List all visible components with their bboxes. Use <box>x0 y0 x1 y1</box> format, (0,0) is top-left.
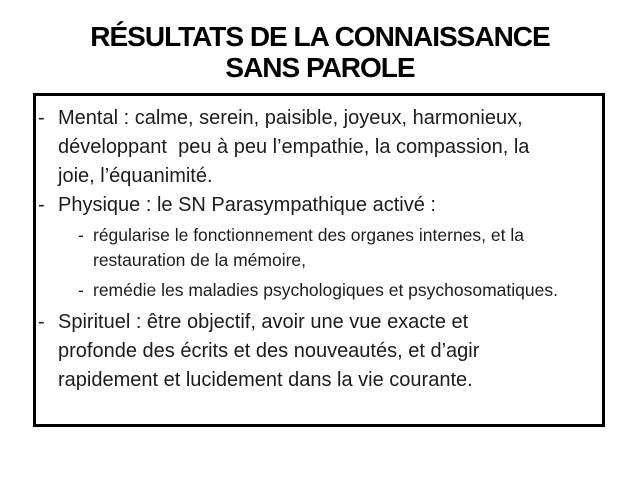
bullet-text-line: régularise le fonctionnement des organes internes, et la <box>93 225 524 245</box>
bullet-text <box>58 104 598 191</box>
bullet-text-line: rapidement et lucidement dans la vie courante. <box>58 369 473 391</box>
bullet-marker: - <box>78 225 84 245</box>
bullet-item-mental <box>38 104 598 191</box>
bullet-text <box>58 191 598 220</box>
bullet-text <box>93 223 598 273</box>
bullet-marker: - <box>78 280 84 300</box>
bullet-item-spirituel <box>38 308 598 395</box>
slide-title <box>0 21 640 83</box>
bullet-marker: - <box>38 194 45 216</box>
bullet-marker: - <box>38 107 45 129</box>
slide-title-line-2: SANS PAROLE <box>225 52 415 83</box>
bullet-item-regularise <box>78 223 598 273</box>
bullet-text-line: Mental : calme, serein, paisible, joyeux, harmonieux, <box>58 107 523 129</box>
bullet-item-remedie <box>78 278 598 303</box>
bullet-text-line: joie, l’équanimité. <box>58 165 213 187</box>
bullet-text-line: profonde des écrits et des nouveautés, et d’agir <box>58 340 480 362</box>
bullet-marker: - <box>38 311 45 333</box>
bullet-text-line: développant peu à peu l’empathie, la compassion, la <box>58 136 530 158</box>
slide-title-line-1: RÉSULTATS DE LA CONNAISSANCE <box>90 21 550 52</box>
bullet-text-line: Spirituel : être objectif, avoir une vue exacte et <box>58 311 469 333</box>
content-box <box>33 93 605 427</box>
bullet-text-line: remédie les maladies psychologiques et psychosomatiques. <box>93 280 558 300</box>
bullet-text <box>93 278 598 303</box>
bullet-text-line: restauration de la mémoire, <box>93 250 307 270</box>
bullet-text-line: Physique : le SN Parasympathique activé : <box>58 194 436 216</box>
bullet-item-physique <box>38 191 598 220</box>
bullet-text <box>58 308 598 395</box>
